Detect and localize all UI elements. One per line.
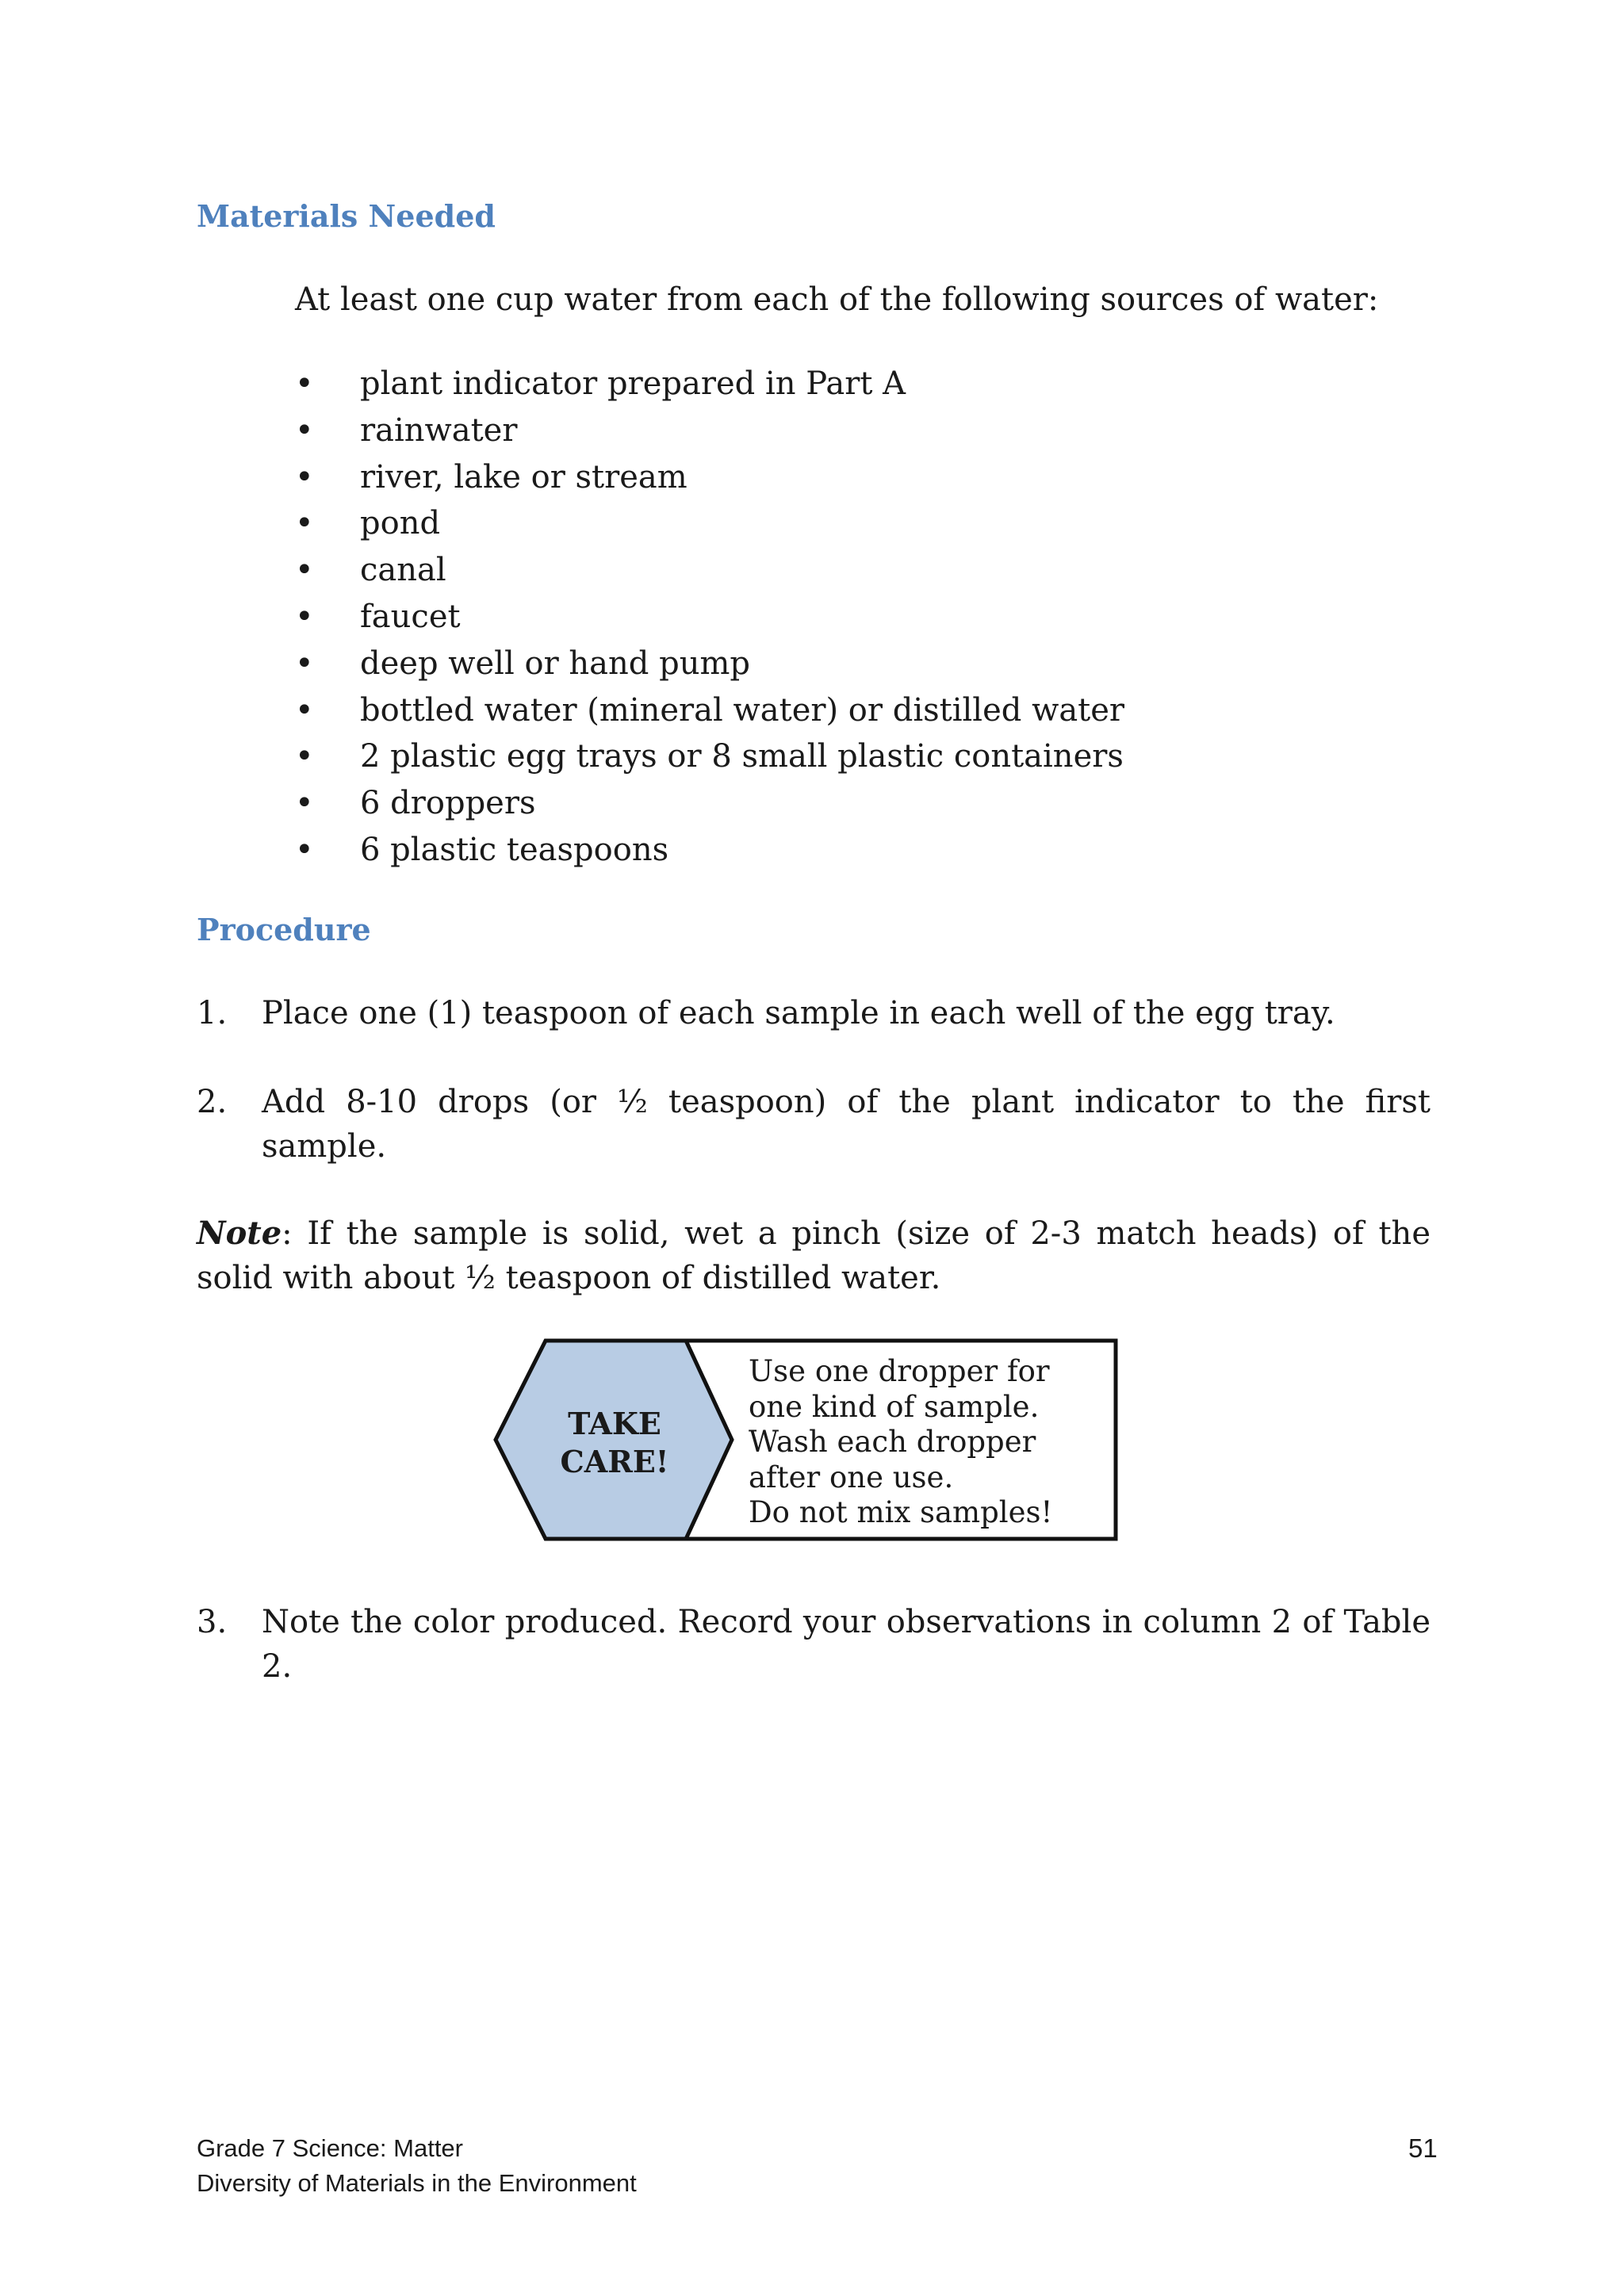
step-text: Place one (1) teaspoon of each sample in each well of the egg tray. [262,995,1335,1031]
note-label: Note [197,1215,282,1252]
bullet-icon: • [295,785,314,822]
footer-subtitle: Diversity of Materials in the Environment [197,2169,637,2197]
list-item: • canal [295,549,1124,596]
materials-heading: Materials Needed [197,198,496,234]
step-number: 2. [197,1084,228,1120]
list-item: • bottled water (mineral water) or distilled water [295,690,1124,737]
list-item: • 2 plastic egg trays or 8 small plastic containers [295,736,1124,783]
list-item: • rainwater [295,410,1124,457]
bullet-icon: • [295,831,314,868]
take-care-box [492,1338,1118,1544]
list-item: • pond [295,503,1124,549]
procedure-step [197,991,1431,1035]
materials-intro: At least one cup water from each of the following sources of water: [295,281,1379,318]
bullet-icon: • [295,691,314,729]
footer-title: Grade 7 Science: Matter [197,2134,463,2162]
note-text: : If the sample is solid, wet a pinch (size of 2-3 match heads) of the solid with about ½ teaspoon of distilled water. [197,1215,1431,1296]
procedure-step [197,1600,1431,1689]
page-footer [197,2131,637,2201]
step-text: Note the color produced. Record your observations in column 2 of Table 2. [262,1604,1431,1685]
list-item: • 6 droppers [295,783,1124,829]
bullet-icon: • [295,552,314,589]
take-care-instructions: Use one dropper for one kind of sample. Wash each dropper after one use. Do not mix samples! [749,1354,1053,1529]
bullet-icon: • [295,365,314,402]
list-item: • river, lake or stream [295,457,1124,503]
bullet-icon: • [295,738,314,775]
procedure-step [197,1080,1431,1169]
note-paragraph [197,1211,1431,1300]
page-number: 51 [1408,2133,1438,2163]
step-number: 3. [197,1604,228,1640]
step-text: Add 8-10 drops (or ½ teaspoon) of the plant indicator to the first sample. [262,1084,1431,1165]
list-item: • faucet [295,596,1124,643]
take-care-label: TAKE CARE! [560,1406,669,1479]
step-number: 1. [197,995,228,1031]
list-item: • deep well or hand pump [295,643,1124,690]
list-item: • plant indicator prepared in Part A [295,363,1124,410]
list-item: • 6 plastic teaspoons [295,829,1124,876]
bullet-icon: • [295,458,314,496]
bullet-icon: • [295,411,314,449]
materials-list [295,363,1124,876]
bullet-icon: • [295,598,314,635]
bullet-icon: • [295,645,314,682]
bullet-icon: • [295,505,314,542]
procedure-heading: Procedure [197,912,371,947]
